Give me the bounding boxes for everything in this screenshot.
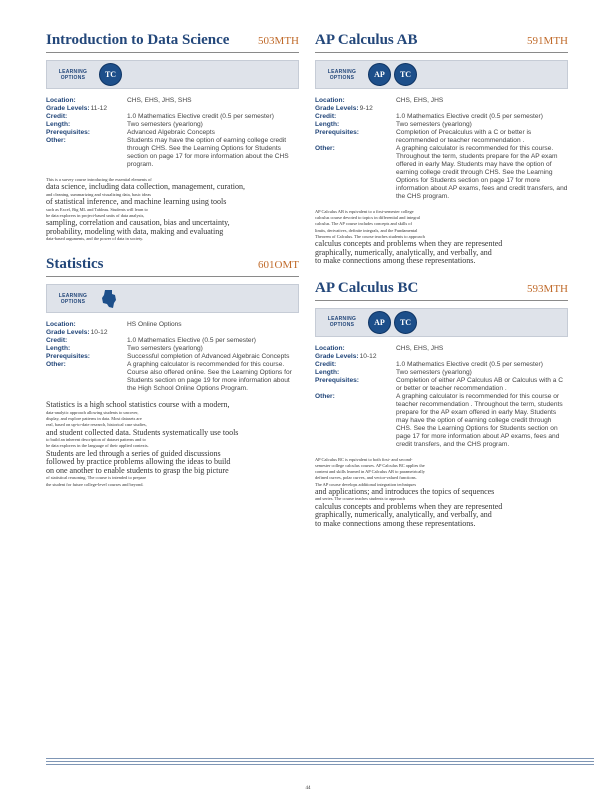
info-label: Prerequisites: bbox=[46, 129, 90, 136]
course-title: AP Calculus BC bbox=[315, 279, 419, 296]
college-credit-icon: TC bbox=[394, 63, 417, 86]
course-block bbox=[315, 280, 568, 529]
info-value: HS Online Options bbox=[127, 321, 182, 329]
info-row-credit bbox=[315, 113, 568, 121]
description-line: semester college calculus courses. AP Calculus BC applies the bbox=[315, 463, 425, 468]
right-column bbox=[315, 32, 568, 542]
description-line: be data explorers in project-based units of data analysis, bbox=[46, 212, 145, 218]
description-line: data-based arguments, and the power of data in society. bbox=[46, 236, 144, 242]
description-line: and series. The course teaches students to approach bbox=[315, 496, 406, 502]
info-value: 10-12 bbox=[359, 352, 377, 360]
course-code: 591MTH bbox=[527, 35, 568, 47]
description-line: graphically, numerically, analytically, and verbally, and bbox=[315, 247, 492, 257]
footer-rule bbox=[46, 761, 594, 762]
course-block bbox=[46, 256, 299, 487]
info-value: Completion of Precalculus with a C or better is recommended or teacher recommendation . bbox=[396, 129, 532, 144]
course-header bbox=[46, 256, 299, 277]
info-value: Two semesters (yearlong) bbox=[127, 121, 203, 128]
description-line: on one another to enable students to grasp the big picture bbox=[46, 465, 229, 475]
description-line: graphically, numerically, analytically, and verbally, and bbox=[315, 510, 492, 520]
learning-options-label-line: OPTIONS bbox=[329, 322, 355, 329]
learning-options-box bbox=[315, 308, 568, 337]
learning-options-label-line: LEARNING bbox=[327, 316, 357, 323]
description-line: calculus concepts and problems when they are represented bbox=[315, 239, 503, 249]
info-row-grade-levels bbox=[315, 353, 568, 361]
info-row-prerequisites bbox=[315, 129, 568, 145]
info-row-prerequisites bbox=[46, 129, 299, 137]
description-line: and student collected data. Students systematically use tools bbox=[46, 427, 239, 437]
info-value: 1.0 Mathematics Elective credit (0.5 per semester) bbox=[396, 113, 543, 120]
info-label: Prerequisites: bbox=[46, 353, 90, 361]
description-line: probability, modeling with data, making and evaluating bbox=[46, 226, 224, 236]
info-label: Location: bbox=[315, 97, 345, 104]
info-label: Grade Levels: bbox=[315, 352, 359, 360]
course-description bbox=[315, 457, 568, 529]
info-label: Location: bbox=[46, 321, 76, 329]
description-line: to build an inherent description of dataset patterns and to bbox=[46, 437, 146, 443]
description-line: to make connections among these representations. bbox=[315, 256, 476, 266]
course-block bbox=[315, 32, 568, 266]
info-row-credit bbox=[315, 361, 568, 369]
course-info bbox=[46, 97, 299, 169]
info-row-location bbox=[315, 97, 568, 105]
college-credit-icon: TC bbox=[99, 63, 122, 86]
learning-options-icons bbox=[368, 311, 420, 334]
learning-options-label-line: OPTIONS bbox=[60, 74, 86, 81]
info-value: 9-12 bbox=[359, 105, 373, 112]
info-value: A graphing calculator is recommended for this course. Throughout the term, students prepare for the AP exam offered in early May. Students may have the option of earning college credit through CHS. See the Learning Options for Students section on page 17 for more information about AP exams, fees and credit transfers, and the CHS program. bbox=[396, 145, 568, 200]
course-code: 593MTH bbox=[527, 282, 568, 295]
info-label: Other: bbox=[315, 145, 335, 152]
course-description bbox=[46, 401, 299, 487]
course-info bbox=[315, 97, 568, 201]
description-line: to make connections among these representations. bbox=[315, 518, 476, 528]
description-line: data science, including data collection, management, curation, bbox=[46, 182, 246, 192]
description-line: real, based on up-to-date research, historical case studies, bbox=[46, 422, 147, 428]
description-line: The AP course develops additional integration techniques bbox=[315, 481, 417, 487]
info-label: Length: bbox=[46, 121, 71, 128]
description-line: Theorem of Calculus. The course teaches students to approach bbox=[315, 233, 425, 239]
description-line: such as Excel, Big ML and Tableau. Students will learn to bbox=[46, 206, 148, 212]
description-line: display, and explore patterns in data. Most datasets are bbox=[46, 416, 142, 422]
info-label: Credit: bbox=[46, 337, 68, 345]
info-value: Two semesters (yearlong) bbox=[127, 345, 203, 353]
online-options-icon bbox=[99, 288, 119, 310]
info-label: Grade Levels: bbox=[315, 105, 359, 112]
description-line: and cleaning, summarizing and visualizing data, basic ideas bbox=[46, 191, 151, 197]
info-row-credit bbox=[46, 113, 299, 121]
description-line: defined curves, polar curves, and vector-valued functions. bbox=[315, 475, 417, 481]
info-row-prerequisites bbox=[315, 377, 568, 393]
info-label: Other: bbox=[46, 137, 66, 144]
description-line: followed by practice problems allowing the ideas to build bbox=[46, 457, 231, 467]
info-label: Length: bbox=[46, 345, 71, 353]
course-header bbox=[315, 280, 568, 301]
info-row-prerequisites bbox=[46, 353, 299, 361]
description-line: the student for future college-level courses and beyond. bbox=[46, 481, 144, 487]
learning-options-label bbox=[326, 316, 358, 328]
description-line: calculus course devoted to topics in differential and integral bbox=[315, 215, 421, 221]
info-label: Grade Levels: bbox=[46, 329, 90, 337]
footer-rule bbox=[46, 764, 594, 765]
info-value: Successful completion of Advanced Algebraic Concepts bbox=[127, 353, 290, 361]
info-value: CHS, EHS, JHS bbox=[396, 344, 444, 352]
info-row-credit bbox=[46, 337, 299, 345]
info-row-length bbox=[46, 345, 299, 353]
description-line: limits, derivatives, definite integrals, and the Fundamental bbox=[315, 227, 418, 233]
course-title: AP Calculus AB bbox=[315, 32, 418, 48]
learning-options-label-line: LEARNING bbox=[58, 292, 88, 299]
page-number: 44 bbox=[305, 786, 311, 791]
learning-options-label bbox=[57, 69, 89, 81]
ap-icon: AP bbox=[368, 311, 391, 334]
info-row-other bbox=[46, 361, 299, 393]
info-value: CHS, EHS, JHS bbox=[396, 97, 444, 104]
info-value: 11-12 bbox=[90, 105, 107, 112]
description-line: calculus. The AP course includes concepts and skills of bbox=[315, 221, 412, 227]
description-line: data-analytic approach allowing students to uncover, bbox=[46, 409, 139, 415]
info-label: Location: bbox=[315, 344, 345, 352]
info-label: Credit: bbox=[46, 113, 68, 120]
learning-options-icons bbox=[368, 63, 420, 86]
info-value: A graphing calculator is recommended for this course or teacher recommendation . Throughout the term, students prepare for the AP exam offered in early May. Students may have the option of earning college credit through CHS. See the Learning Options for Students section on page 17 for more information about AP exams, fees and credit transfers, and the CHS program. bbox=[396, 392, 563, 448]
course-description bbox=[46, 177, 299, 242]
learning-options-label bbox=[326, 69, 358, 81]
learning-options-label-line: OPTIONS bbox=[60, 298, 86, 305]
learning-options-box bbox=[46, 60, 299, 89]
info-value: 10-12 bbox=[90, 329, 108, 337]
info-row-length bbox=[46, 121, 299, 129]
info-value: CHS, EHS, JHS, SHS bbox=[127, 97, 192, 104]
description-line: Statistics is a high school statistics course with a modern, bbox=[46, 400, 230, 410]
info-value: Completion of either AP Calculus AB or Calculus with a C or better or teacher recommendation . bbox=[396, 376, 564, 392]
left-column bbox=[46, 32, 299, 502]
info-label: Credit: bbox=[315, 360, 337, 368]
info-row-other bbox=[315, 393, 568, 449]
info-value: Two semesters (yearlong) bbox=[396, 368, 472, 376]
info-value: Two semesters (yearlong) bbox=[396, 121, 472, 128]
description-line: This is a survey course introducing the essential elements of bbox=[46, 177, 152, 182]
info-row-grade-levels bbox=[315, 105, 568, 113]
learning-options-label bbox=[57, 293, 89, 305]
info-row-other bbox=[315, 145, 568, 201]
info-value: 1.0 Mathematics Elective (0.5 per semester) bbox=[127, 337, 256, 345]
course-title: Introduction to Data Science bbox=[46, 32, 230, 48]
info-label: Prerequisites: bbox=[315, 129, 359, 136]
info-row-location bbox=[315, 345, 568, 353]
info-value: Students may have the option of earning college credit through CHS. See the Learning Options for Students section on page 17 for more information about the CHS program. bbox=[127, 137, 289, 168]
info-label: Credit: bbox=[315, 113, 337, 120]
course-code: 601OMT bbox=[258, 259, 299, 272]
course-info bbox=[315, 345, 568, 449]
info-row-length bbox=[315, 369, 568, 377]
learning-options-label-line: LEARNING bbox=[327, 68, 357, 75]
info-value: 1.0 Mathematics Elective credit (0.5 per semester) bbox=[127, 113, 274, 120]
description-line: of statistical reasoning. The course is intended to prepare bbox=[46, 475, 147, 481]
learning-options-label-line: OPTIONS bbox=[329, 74, 355, 81]
description-line: sampling, correlation and causation, bias and uncertainty, bbox=[46, 218, 230, 227]
info-row-location bbox=[46, 321, 299, 329]
info-label: Length: bbox=[315, 121, 340, 128]
course-header bbox=[315, 32, 568, 53]
info-label: Length: bbox=[315, 368, 340, 376]
course-title: Statistics bbox=[46, 256, 104, 273]
footer-rule bbox=[46, 758, 594, 759]
info-value: Advanced Algebraic Concepts bbox=[127, 129, 215, 136]
description-line: calculus concepts and problems when they are represented bbox=[315, 501, 503, 511]
info-row-length bbox=[315, 121, 568, 129]
info-label: Grade Levels: bbox=[46, 105, 90, 112]
info-row-location bbox=[46, 97, 299, 105]
learning-options-label-line: LEARNING bbox=[58, 68, 88, 75]
course-info bbox=[46, 321, 299, 393]
learning-options-icons bbox=[99, 63, 125, 86]
learning-options-box bbox=[46, 284, 299, 313]
learning-options-box bbox=[315, 60, 568, 89]
course-description bbox=[315, 209, 568, 266]
college-credit-icon: TC bbox=[394, 311, 417, 334]
info-row-grade-levels bbox=[46, 329, 299, 337]
description-line: AP Calculus BC is equivalent to both first- and second- bbox=[315, 456, 413, 462]
ap-icon: AP bbox=[368, 63, 391, 86]
description-line: AP Calculus AB is equivalent to a first-semester college bbox=[315, 209, 414, 214]
info-row-other bbox=[46, 137, 299, 169]
description-line: of statistical inference, and machine learning using tools bbox=[46, 197, 227, 206]
course-header bbox=[46, 32, 299, 53]
description-line: Students are led through a series of guided discussions bbox=[46, 448, 221, 458]
course-block bbox=[46, 32, 299, 242]
learning-options-icons bbox=[99, 288, 119, 310]
info-label: Prerequisites: bbox=[315, 376, 359, 384]
description-line: and applications; and introduces the topics of sequences bbox=[315, 486, 495, 496]
info-label: Location: bbox=[46, 97, 76, 104]
course-code: 503MTH bbox=[258, 35, 299, 47]
info-label: Other: bbox=[46, 361, 66, 369]
info-row-grade-levels bbox=[46, 105, 299, 113]
info-value: 1.0 Mathematics Elective credit (0.5 per semester) bbox=[396, 360, 543, 368]
description-line: be data explorers in the language of their applied contexts. bbox=[46, 443, 149, 449]
description-line: content and skills learned in AP Calculus AB to parametrically bbox=[315, 469, 425, 475]
info-label: Other: bbox=[315, 392, 335, 400]
info-value: A graphing calculator is recommended for this course. Course also offered online. See the Learning Options for Students section on page 19 for more information about the High School Online Options Program. bbox=[127, 361, 292, 393]
